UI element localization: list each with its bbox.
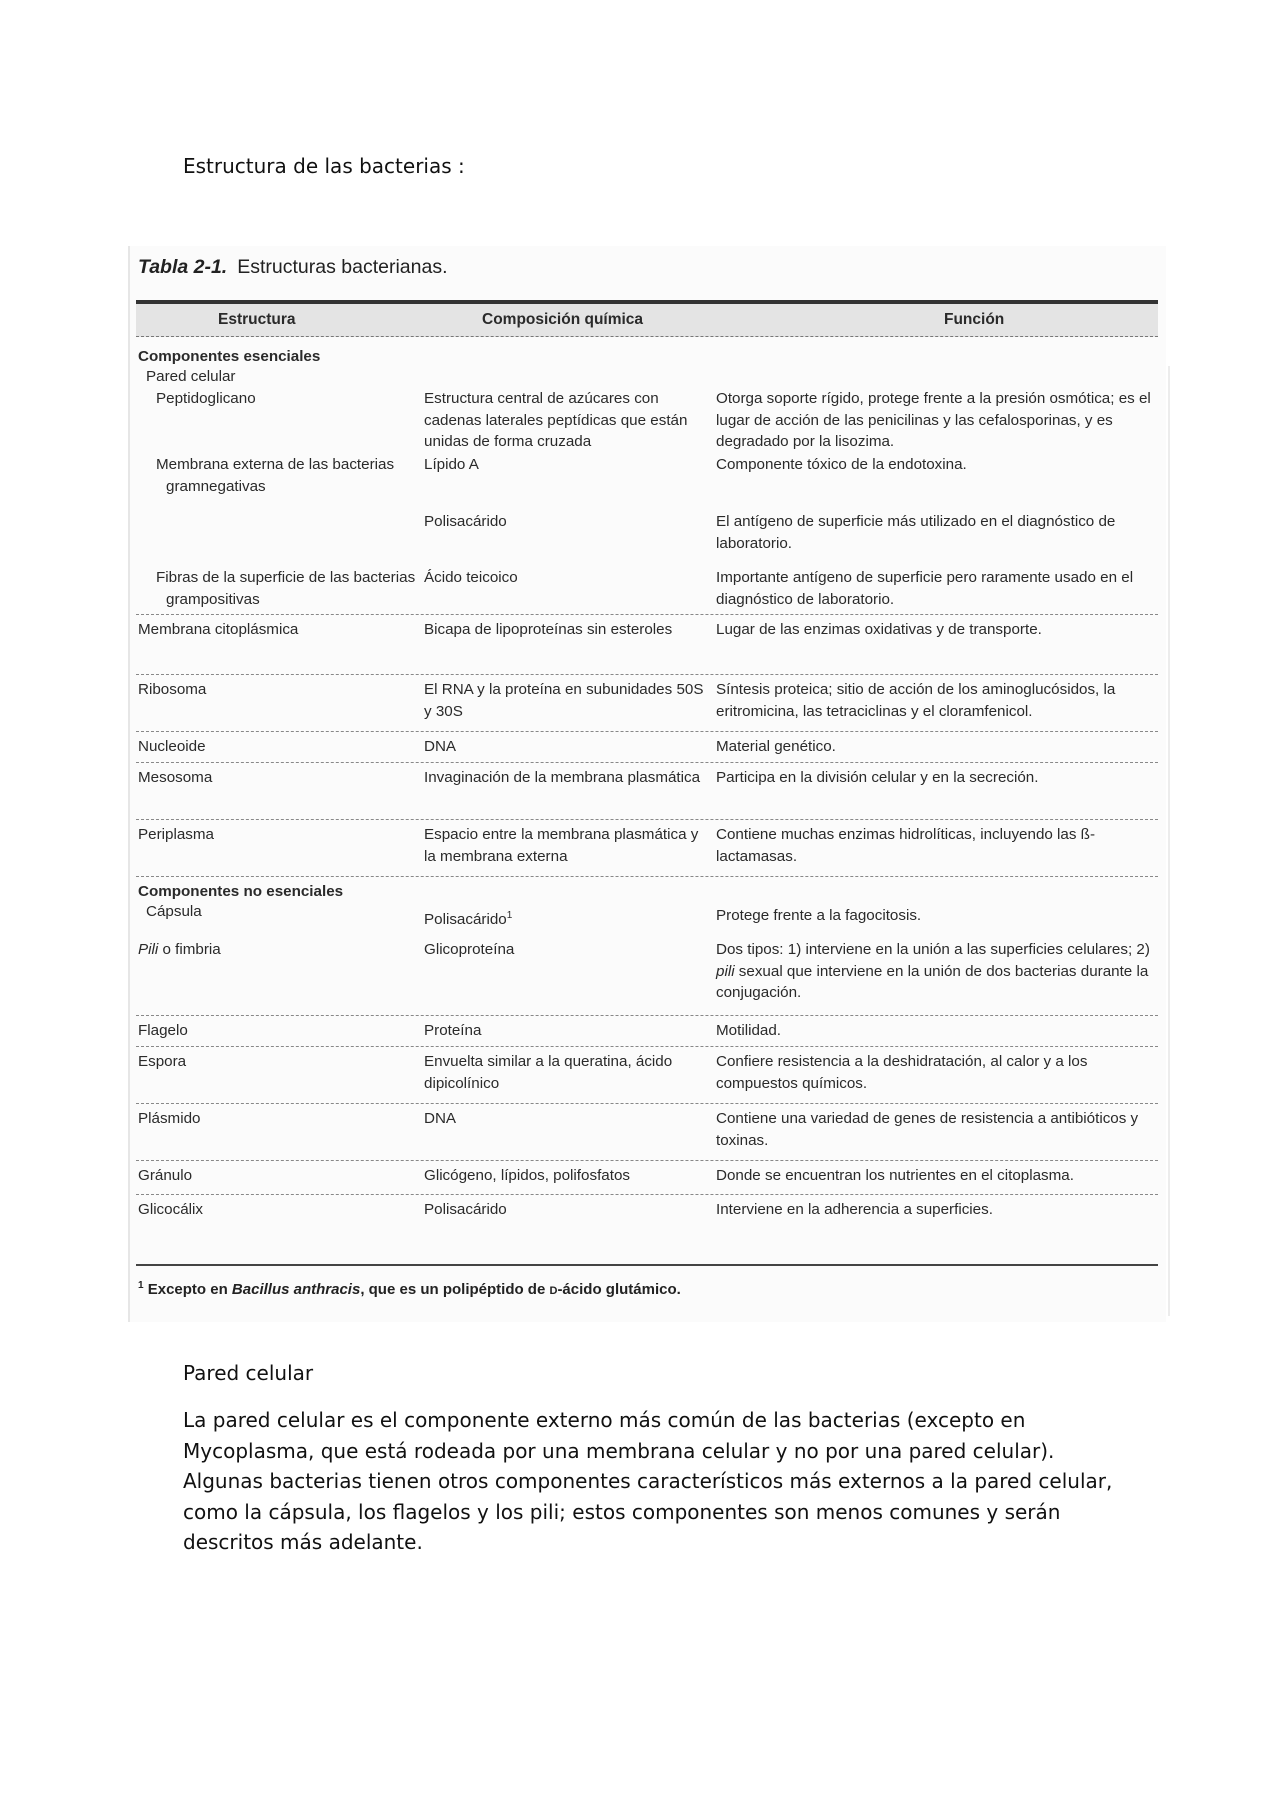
cell-structure: Periplasma — [138, 826, 214, 843]
cell-structure: Plásmido — [138, 1110, 201, 1127]
table-number: Tabla 2-1. — [138, 256, 228, 278]
cell-function: Interviene en la adherencia a superficies. — [716, 1201, 993, 1218]
table-row — [136, 454, 1158, 511]
body-paragraph: La pared celular es el componente externo más común de las bacterias (excepto en Mycoplasma, que está rodeada por una membrana celular y no por una pared celular). Algunas bacterias tienen otros componentes característicos más externos a la pared celular, como la cápsula, los flagelos y los pili; estos componentes son menos comunes y serán descritos más adelante. — [183, 1408, 1113, 1554]
cell-structure: Membrana citoplásmica — [138, 621, 299, 638]
cell-composition: Polisacárido — [424, 1201, 507, 1218]
function-italic: pili — [716, 962, 735, 980]
table-row — [136, 901, 1158, 935]
table-row — [136, 935, 1158, 1016]
cell-composition: Glicoproteína — [424, 941, 515, 958]
cell-composition: Polisacárido — [424, 513, 507, 530]
cell-structure: Membrana externa de las bacterias gramnegativas — [156, 456, 395, 495]
section-row — [136, 346, 1158, 366]
table-row — [136, 732, 1158, 763]
function-text-a: Dos tipos: 1) interviene en la unión a las superficies celulares; 2) — [716, 941, 1150, 958]
cell-function: Lugar de las enzimas oxidativas y de transporte. — [716, 621, 1042, 638]
section-nonessential: Componentes no esenciales — [138, 883, 344, 900]
cell-function — [716, 939, 1156, 1004]
cell-structure: Cápsula — [146, 903, 202, 920]
cell-composition: Glicógeno, lípidos, polifosfatos — [424, 1167, 630, 1184]
footnote-text-c: -ácido glutámico. — [557, 1281, 681, 1298]
structure-text: o fimbria — [158, 941, 221, 958]
cell-structure: Espora — [138, 1053, 187, 1070]
table-bottom-rule — [136, 1264, 1158, 1266]
cell-function: Contiene muchas enzimas hidrolíticas, incluyendo las ß-lactamasas. — [716, 826, 1096, 865]
section-row — [136, 881, 1158, 901]
cell-composition: Espacio entre la membrana plasmática y la membrana externa — [424, 826, 699, 865]
function-text-b: sexual que interviene en la unión de dos bacterias durante la conjugación. — [716, 962, 1149, 1001]
header-estructura: Estructura — [218, 311, 296, 328]
cell-function: Síntesis proteica; sitio de acción de los aminoglucósidos, la eritromicina, las tetraciclinas y el cloramfenicol. — [716, 681, 1116, 720]
header-composicion: Composición química — [482, 311, 644, 328]
bacterial-structures-table — [136, 300, 1158, 1235]
page-heading: Estructura de las bacterias : — [183, 154, 465, 178]
group-pared-celular: Pared celular — [146, 368, 236, 385]
cell-composition: DNA — [424, 738, 457, 755]
cell-structure: Flagelo — [138, 1022, 188, 1039]
cell-structure: Gránulo — [138, 1167, 193, 1184]
cell-function: Contiene una variedad de genes de resistencia a antibióticos y toxinas. — [716, 1110, 1139, 1149]
table-row — [136, 615, 1158, 675]
cell-structure: Fibras de la superficie de las bacterias grampositivas — [156, 569, 416, 608]
footnote-mark: 1 — [138, 1280, 144, 1291]
table-row — [136, 1104, 1158, 1161]
cell-composition — [424, 905, 714, 931]
cell-composition: Estructura central de azúcares con cadenas laterales peptídicas que están unidas de forma cruzada — [424, 390, 688, 450]
table-caption — [138, 256, 448, 279]
table-footnote — [138, 1280, 681, 1298]
table-header — [136, 300, 1158, 337]
cell-function: Participa en la división celular y en la secreción. — [716, 769, 1039, 786]
cell-function: Importante antígeno de superficie pero raramente usado en el diagnóstico de laboratorio. — [716, 569, 1134, 608]
table-row — [136, 1195, 1158, 1235]
cell-function: Motilidad. — [716, 1022, 781, 1039]
cell-structure — [138, 939, 408, 961]
cell-structure: Glicocálix — [138, 1201, 203, 1218]
cell-function: Confiere resistencia a la deshidratación, al calor y a los compuestos químicos. — [716, 1053, 1088, 1092]
table-row — [136, 675, 1158, 732]
table-row — [136, 763, 1158, 820]
table-row — [136, 511, 1158, 567]
composition-text: Polisacárido — [424, 911, 507, 929]
cell-function: Componente tóxico de la endotoxina. — [716, 456, 967, 473]
cell-structure: Ribosoma — [138, 681, 207, 698]
section-essential: Componentes esenciales — [138, 348, 321, 365]
table-row — [136, 1047, 1158, 1104]
footnote-smallcaps: d — [549, 1281, 558, 1298]
section-subheading: Pared celular — [183, 1361, 314, 1385]
cell-composition: Bicapa de lipoproteínas sin esteroles — [424, 621, 673, 638]
cell-function: Protege frente a la fagocitosis. — [716, 907, 922, 924]
cell-composition: Ácido teicoico — [424, 569, 518, 586]
table-image — [128, 246, 1166, 1322]
cell-function: Otorga soporte rígido, protege frente a la presión osmótica; es el lugar de acción de las penicilinas y las cefalosporinas, y es degradado por la lisozima. — [716, 390, 1151, 450]
cell-function: Material genético. — [716, 738, 836, 755]
table-row — [136, 388, 1158, 454]
footnote-ref: 1 — [506, 910, 513, 921]
cell-structure: Nucleoide — [138, 738, 206, 755]
cell-composition: Envuelta similar a la queratina, ácido dipicolínico — [424, 1053, 673, 1092]
table-row — [136, 1161, 1158, 1195]
cell-composition: DNA — [424, 1110, 457, 1127]
table-row — [136, 820, 1158, 877]
cell-composition: Invaginación de la membrana plasmática — [424, 769, 701, 786]
table-row — [136, 567, 1158, 615]
cell-composition: El RNA y la proteína en subunidades 50S y 30S — [424, 681, 704, 720]
cell-structure: Mesosoma — [138, 769, 213, 786]
group-row — [136, 366, 1158, 388]
footnote-text-a: Excepto en — [143, 1281, 232, 1298]
cell-composition: Lípido A — [424, 456, 479, 473]
cell-structure: Peptidoglicano — [156, 390, 256, 407]
cell-composition: Proteína — [424, 1022, 482, 1039]
cell-function: Donde se encuentran los nutrientes en el citoplasma. — [716, 1167, 1074, 1184]
footnote-italic: Bacillus anthracis — [231, 1281, 361, 1298]
cell-function: El antígeno de superficie más utilizado en el diagnóstico de laboratorio. — [716, 513, 1116, 552]
pili-italic: Pili — [138, 941, 159, 958]
table-title: Estructuras bacterianas. — [237, 256, 448, 278]
footnote-text-b: , que es un polipéptido de — [360, 1281, 550, 1298]
table-row — [136, 1016, 1158, 1047]
scan-edge — [1168, 366, 1170, 1316]
header-funcion: Función — [944, 311, 1005, 328]
